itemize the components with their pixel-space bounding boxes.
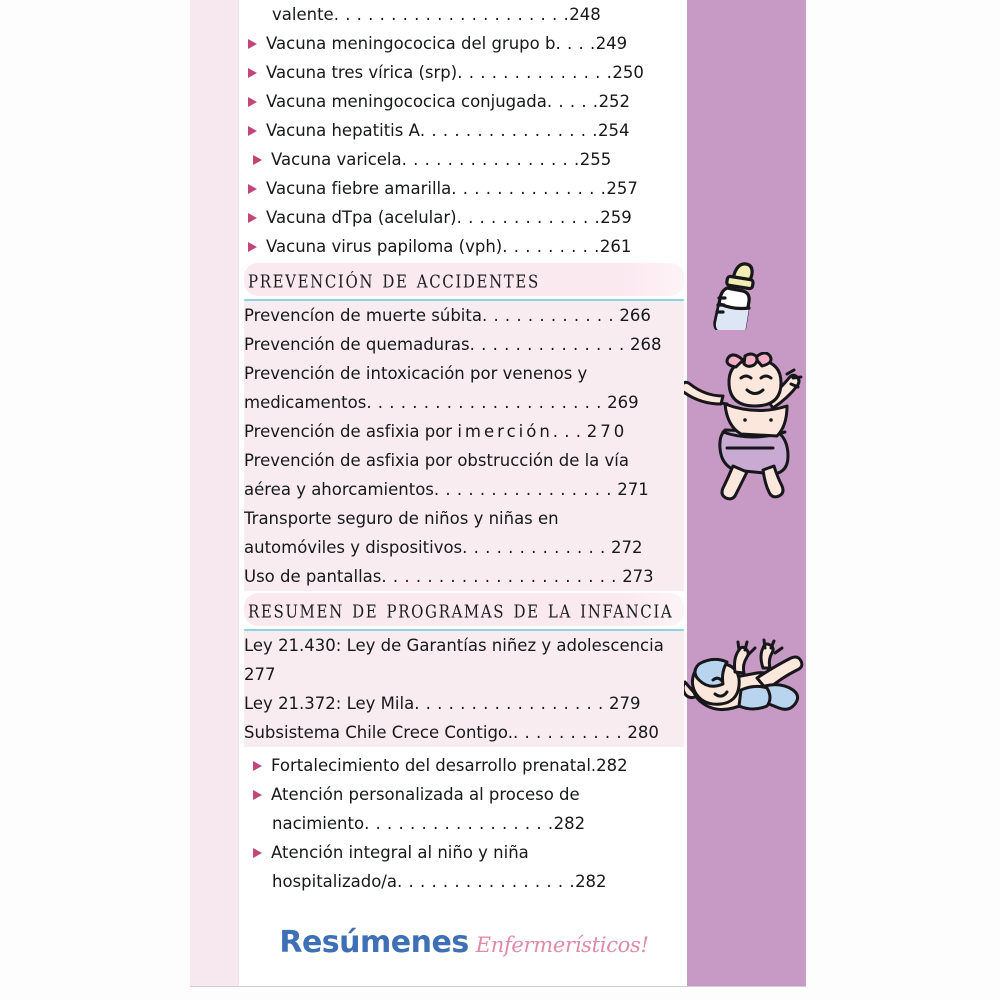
toc-entry-title-spaced: imerción xyxy=(457,422,553,441)
toc-entry-title-line1: Atención personalizada al proceso de xyxy=(271,785,580,804)
triangle-bullet-icon xyxy=(248,97,257,107)
toc-entry[interactable] xyxy=(244,58,684,87)
toc-entry[interactable] xyxy=(244,87,684,116)
toc-entry[interactable] xyxy=(244,145,684,174)
toc-entry-title: Subsistema Chile Crece Contigo. xyxy=(244,723,513,742)
toc-leader: . . . . . . . . . . . . . . xyxy=(469,335,625,354)
toc-leader: . . . . . . . . . . . . . . . . . xyxy=(364,814,554,833)
toc-entry[interactable] xyxy=(244,446,684,475)
toc-entry[interactable] xyxy=(244,562,684,591)
toc-leader: . . . . . . . . . . . . xyxy=(481,306,615,325)
toc-page-number: 259 xyxy=(600,208,632,227)
toc-page-number: 261 xyxy=(599,237,632,256)
decorative-purple-band xyxy=(687,0,806,986)
toc-entry-title: Prevención de asfixia por xyxy=(244,422,453,441)
baby-bottle-icon xyxy=(705,258,769,330)
toc-entry-title-line2: aérea y ahorcamientos xyxy=(244,480,434,499)
toc-entry-title: Vacuna hepatitis A xyxy=(266,121,420,140)
toc-entry[interactable] xyxy=(244,751,684,780)
page-inner-margin xyxy=(190,0,239,986)
toc-page-number: 266 xyxy=(619,306,651,325)
toc-entry-title: Prevencíon de muerte súbita xyxy=(244,306,482,325)
toc-leader: . . . . . . . . . . . . . . . . xyxy=(396,872,576,891)
toc-page-number: 269 xyxy=(607,393,639,412)
toc-entry-title-line2: medicamentos xyxy=(244,393,367,412)
toc-leader: . . . . . . . . . . . . . . . . . . . . . xyxy=(333,5,570,24)
toc-entry-title: Vacuna dTpa (acelular) xyxy=(266,208,457,227)
toc-entry-title: valente xyxy=(272,5,334,24)
toc-entry[interactable] xyxy=(244,504,684,533)
toc-entry[interactable] xyxy=(244,359,684,388)
toc-entry[interactable] xyxy=(244,780,684,809)
triangle-bullet-icon xyxy=(253,155,262,165)
toc-entry-continuation[interactable] xyxy=(244,660,684,689)
baby-with-bow-icon xyxy=(683,352,805,502)
toc-entry-title-line1: Prevención de asfixia por obstrucción de la vía xyxy=(244,451,630,470)
toc-entry-title-line2: nacimiento xyxy=(272,814,365,833)
section-title: prevención de accidentes xyxy=(248,264,540,294)
toc-entry-continuation[interactable] xyxy=(244,867,684,896)
toc-entry-title: Vacuna meningococica del grupo b xyxy=(266,34,556,53)
toc-entry[interactable] xyxy=(244,232,684,261)
toc-entry[interactable] xyxy=(244,0,684,29)
triangle-bullet-icon xyxy=(248,39,257,49)
toc-leader: . . . . . . . . . . . . . xyxy=(456,208,601,227)
toc-entry[interactable] xyxy=(244,689,684,718)
toc-entry-title-line1: Transporte seguro de niños y niñas en xyxy=(244,509,559,528)
toc-entry-continuation[interactable] xyxy=(244,475,684,504)
toc-leader: . . . . . . . . . . . . . . xyxy=(451,179,607,198)
triangle-bullet-icon xyxy=(248,126,257,136)
toc-leader: . . . . . . . . . . . . . . . . xyxy=(419,121,598,140)
toc-entry-title: Prevención de quemaduras xyxy=(244,335,470,354)
toc-entry-title-line2: hospitalizado/a xyxy=(272,872,397,891)
toc-leader: . . . . . xyxy=(546,92,599,111)
triangle-bullet-icon xyxy=(248,213,257,223)
toc-leader: . . . . . . . . . . . . . . xyxy=(457,63,613,82)
section-header-resumen-de-programas xyxy=(244,593,684,626)
toc-entry[interactable] xyxy=(244,631,684,660)
toc-entry-title-line1: Ley 21.430: Ley de Garantías niñez y adolescencia xyxy=(244,636,664,655)
toc-page-number: 252 xyxy=(598,92,631,111)
toc-page-number: 273 xyxy=(622,567,654,586)
toc-entry[interactable] xyxy=(244,718,684,747)
toc-page-number: 248 xyxy=(569,5,601,24)
toc-entry[interactable] xyxy=(244,174,684,203)
triangle-bullet-icon xyxy=(248,184,257,194)
logo-secondary-text: Enfermerísticos! xyxy=(475,933,649,957)
baby-reclining-icon xyxy=(679,634,806,738)
triangle-bullet-icon xyxy=(253,790,262,800)
toc-leader: . . . . . . . . . . xyxy=(513,723,623,742)
toc-entry-title: Vacuna varicela xyxy=(271,150,402,169)
toc-page-number: 282 xyxy=(553,814,586,833)
toc-leader: . . . xyxy=(552,422,582,441)
toc-page-number: 272 xyxy=(611,538,643,557)
toc-page-number: 280 xyxy=(627,723,659,742)
triangle-bullet-icon xyxy=(248,68,257,78)
toc-entry-title: Vacuna tres vírica (srp) xyxy=(266,63,458,82)
toc-entry[interactable] xyxy=(244,301,684,330)
toc-entry-continuation[interactable] xyxy=(244,533,684,562)
triangle-bullet-icon xyxy=(253,848,262,858)
toc-entry-title-line2: automóviles y dispositivos xyxy=(244,538,463,557)
toc-page-number: 268 xyxy=(630,335,662,354)
toc-page-number: 249 xyxy=(595,34,628,53)
toc-page-number: 255 xyxy=(579,150,612,169)
toc-entry-title: Uso de pantallas xyxy=(244,567,382,586)
toc-entry-continuation[interactable] xyxy=(244,388,684,417)
toc-page-number: 257 xyxy=(606,179,638,198)
toc-entry[interactable] xyxy=(244,29,684,58)
toc-entry[interactable] xyxy=(244,116,684,145)
toc-leader: . . . . . . . . . . . . . . . . . . . . . xyxy=(366,393,602,412)
toc-leader: . . . . . . . . . . . . . . . . . xyxy=(414,694,604,713)
toc-entry-title: Fortalecimiento del desarrollo prenatal. xyxy=(271,756,597,775)
toc-entry[interactable] xyxy=(244,417,684,446)
toc-entry-title: Vacuna fiebre amarilla xyxy=(266,179,452,198)
toc-page-number: 271 xyxy=(617,480,649,499)
section-header-prevencion-de-accidentes xyxy=(244,263,684,296)
logo-primary-text: Resúmenes xyxy=(279,925,469,960)
toc-page-number: 250 xyxy=(612,63,644,82)
toc-page-number: 270 xyxy=(586,422,628,441)
toc-leader: . . . . . . . . . . . . . . . . . . . . . xyxy=(381,567,617,586)
toc-page-number: 277 xyxy=(244,665,276,684)
toc-entry[interactable] xyxy=(244,330,684,359)
toc-entry-title-line1: Prevención de intoxicación por venenos y xyxy=(244,364,588,383)
toc-page-number: 282 xyxy=(575,872,607,891)
toc-entry-title: Vacuna virus papiloma (vph) xyxy=(266,237,503,256)
book-page xyxy=(190,0,806,987)
toc-page-number: 254 xyxy=(597,121,630,140)
toc-entry-title-line1: Atención integral al niño y niña xyxy=(271,843,529,862)
triangle-bullet-icon xyxy=(248,242,257,252)
triangle-bullet-icon xyxy=(253,761,262,771)
toc-entry[interactable] xyxy=(244,203,684,232)
toc-leader: . . . . . . . . . . . . . . . . xyxy=(401,150,580,169)
toc-leader: . . . . xyxy=(555,34,596,53)
toc-leader: . . . . . . . . . . . . . xyxy=(462,538,606,557)
toc-entry-title: Ley 21.372: Ley Mila xyxy=(244,694,415,713)
toc-entry-title: Vacuna meningococica conjugada xyxy=(266,92,547,111)
section-title: resumen de programas de la infancia xyxy=(248,594,674,624)
toc-entry-continuation[interactable] xyxy=(244,809,684,838)
table-of-contents xyxy=(244,0,684,986)
toc-leader: . . . . . . . . . . . . . . . . xyxy=(433,480,612,499)
toc-page-number: 279 xyxy=(609,694,641,713)
footer-logo xyxy=(244,925,684,960)
toc-entry[interactable] xyxy=(244,838,684,867)
toc-leader: . . . . . . . . . xyxy=(502,237,600,256)
toc-page-number: 282 xyxy=(596,756,628,775)
